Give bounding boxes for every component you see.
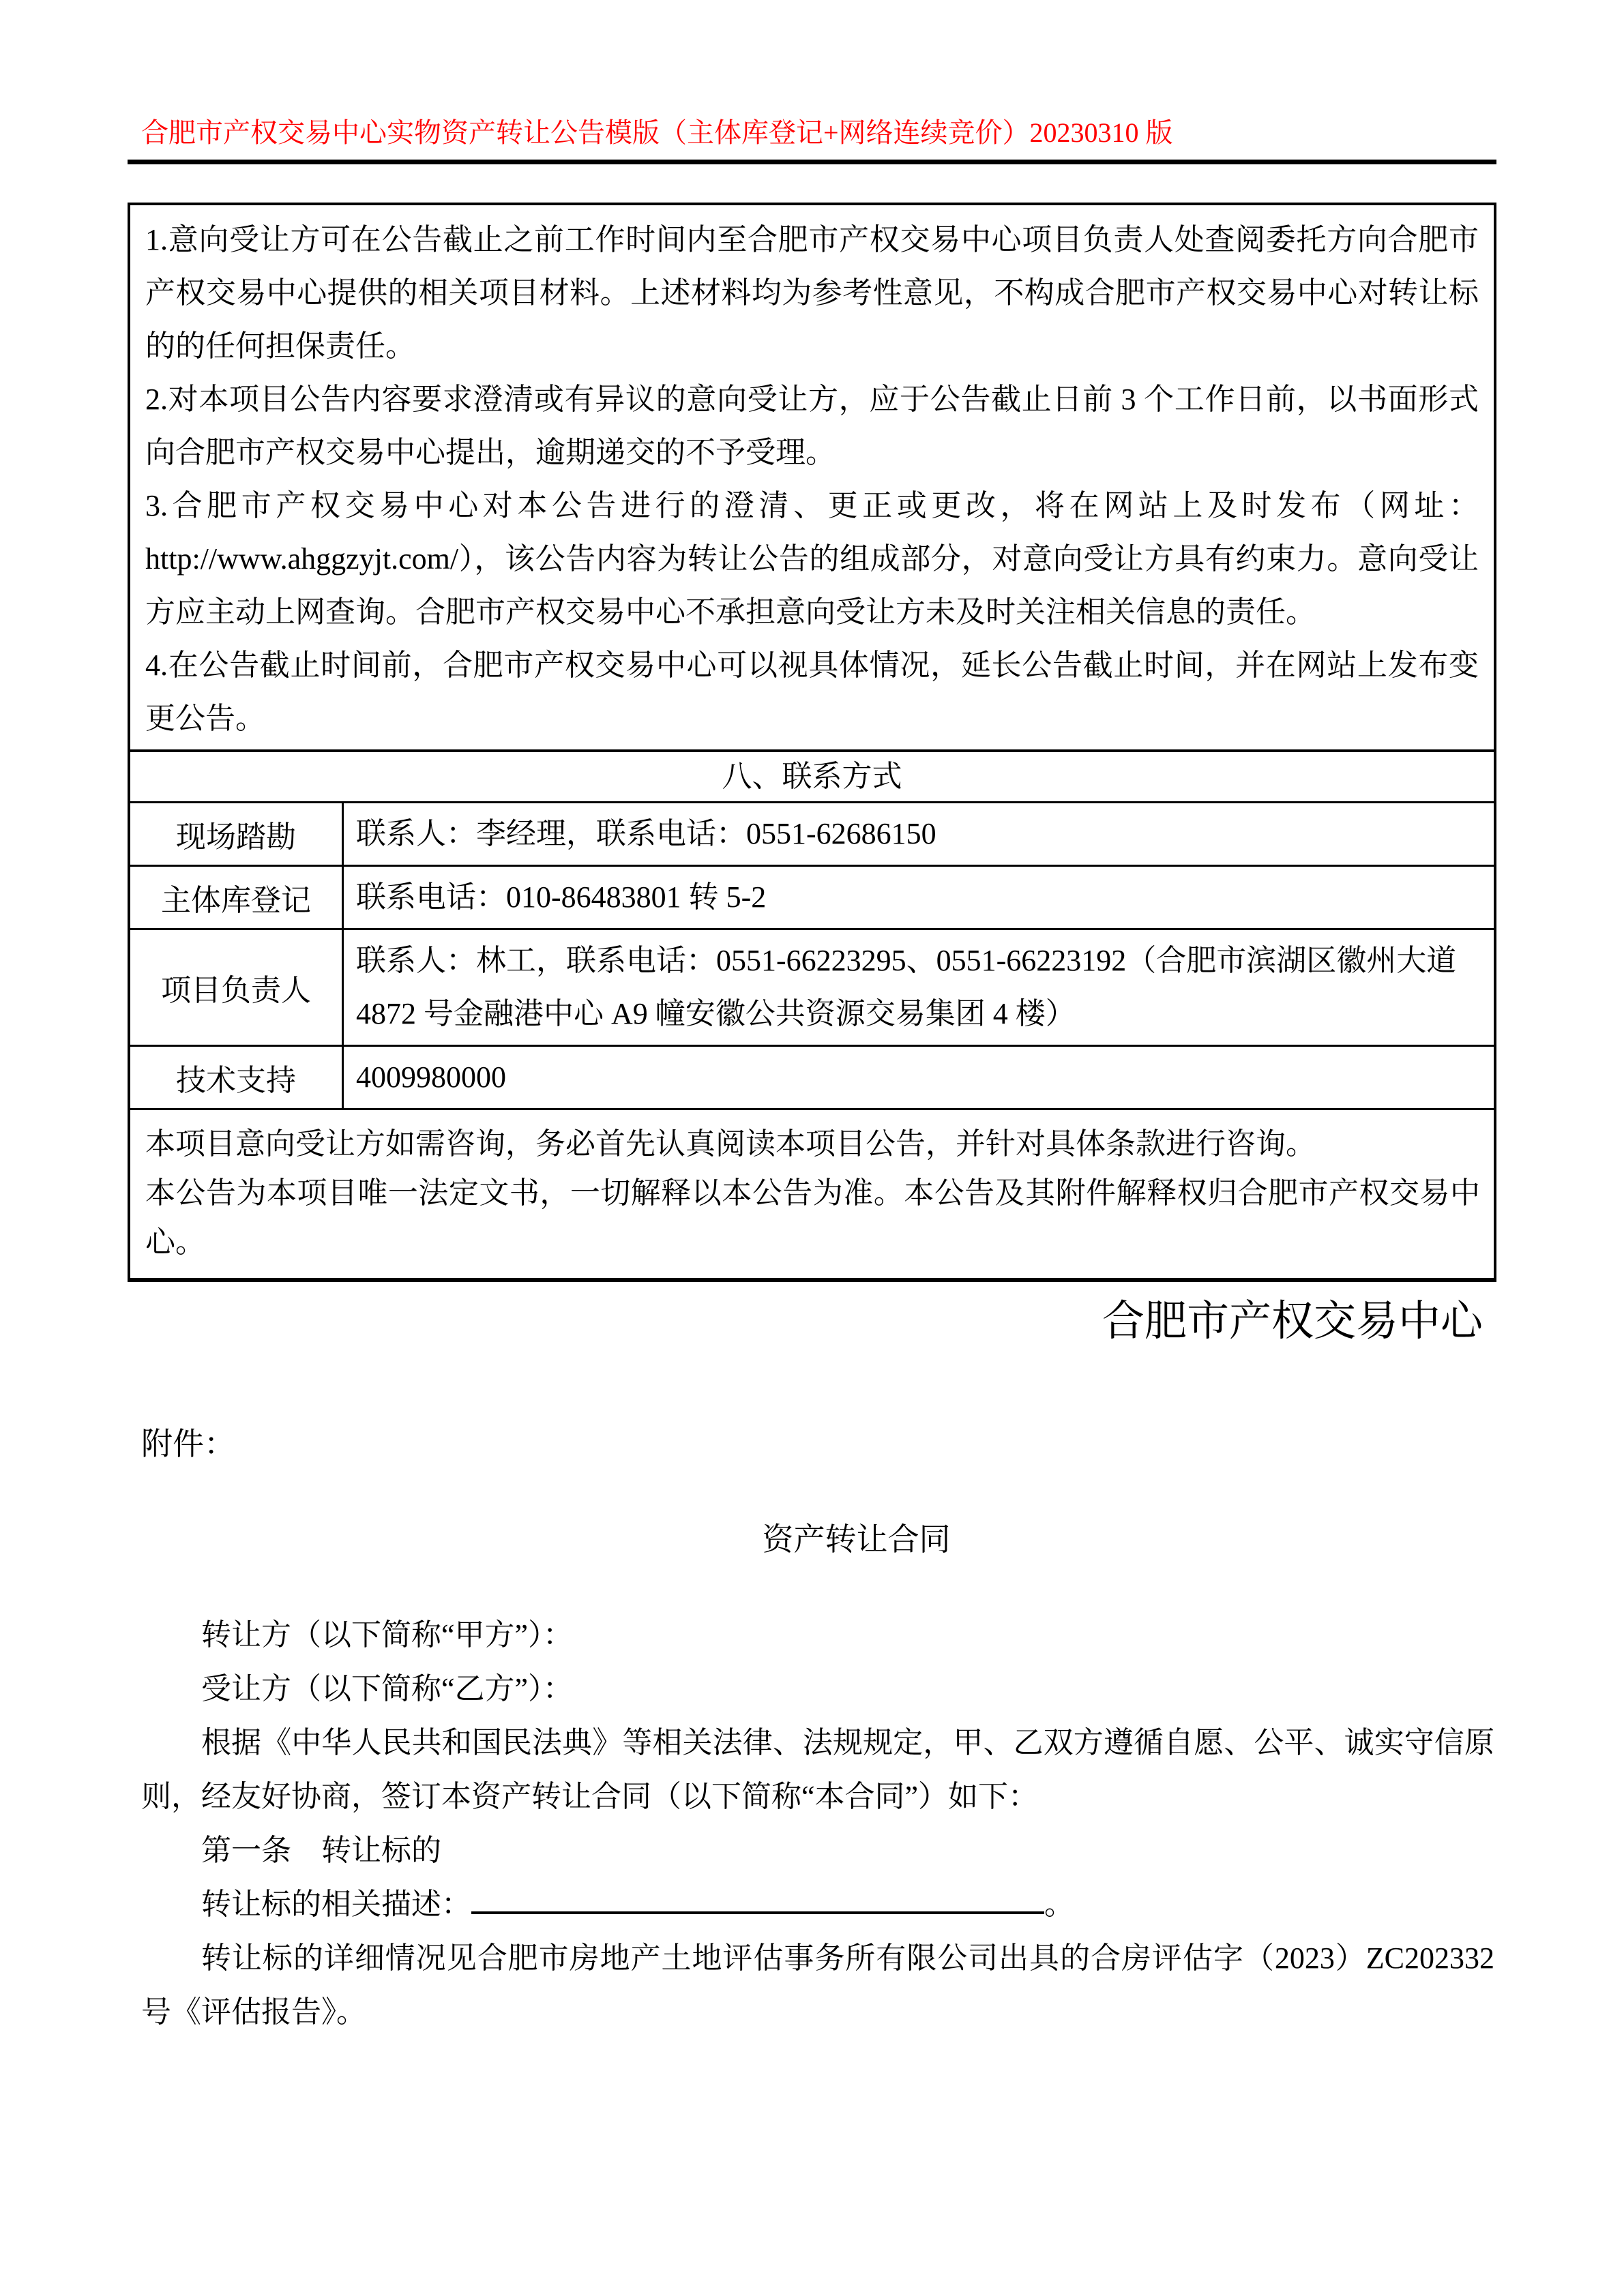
- contact-row-value: [342, 930, 1494, 1045]
- contact-row-site-visit: [130, 801, 1494, 865]
- contract-body: [141, 1608, 1494, 2039]
- contact-row-value: [342, 803, 1494, 865]
- contract-subject-detail: 转让标的详细情况见合肥市房地产土地评估事务所有限公司出具的合房评估字（2023）ZC202332 号《评估报告》。: [141, 1941, 1494, 2029]
- page-header-title: 合肥市产权交易中心实物资产转让公告模版（主体库登记+网络连续竞价）20230310 版: [141, 117, 1173, 148]
- contract-title: 资产转让合同: [762, 1522, 951, 1557]
- notice-paragraph-3: 3.合肥市产权交易中心对本公告进行的澄清、更正或更改，将在网站上及时发布（网址：http://www.ahggzyjt.com/），该公告内容为转让公告的组成部分，对意向受让方具有约束力。意向受让方应主动上网查询。合肥市产权交易中心不承担意向受让方未及时关注相关信息的责任。: [145, 489, 1479, 629]
- header-divider: [128, 160, 1496, 164]
- contact-row-label: 主体库登记: [161, 884, 311, 917]
- issuer-signature: 合肥市产权交易中心: [1102, 1298, 1483, 1345]
- contact-row-project-manager: [130, 928, 1494, 1045]
- blank-fill-line: [471, 1911, 1044, 1914]
- contact-row-label: 技术支持: [176, 1064, 296, 1097]
- contact-section-title: 八、联系方式: [130, 749, 1494, 801]
- contract-article1-heading: 第一条 转让标的: [201, 1834, 441, 1867]
- notes-line-2: 本公告为本项目唯一法定文书，一切解释以本公告为准。本公告及其附件解释权归合肥市产权交易中心。: [145, 1176, 1480, 1259]
- contact-row-tech-support: [130, 1045, 1494, 1108]
- contact-row-value: [342, 867, 1494, 928]
- contact-row-label: 项目负责人: [161, 974, 311, 1007]
- notice-table: [128, 203, 1496, 1282]
- contact-row-registry: [130, 865, 1494, 928]
- subject-description-suffix: 。: [1044, 1888, 1074, 1921]
- notes-line-1: 本项目意向受让方如需咨询，务必首先认真阅读本项目公告，并针对具体条款进行咨询。: [145, 1127, 1316, 1161]
- contract-party-a: 转让方（以下简称“甲方”）：: [201, 1618, 574, 1652]
- subject-description-prefix: 转让标的相关描述：: [201, 1888, 471, 1921]
- contact-row-value-text: 联系人：林工，联系电话：0551-66223295、0551-66223192（合肥市滨湖区徽州大道 4872 号金融港中心 A9 幢安徽公共资源交易集团 4 楼）: [356, 944, 1457, 1030]
- notice-paragraph-2: 2.对本项目公告内容要求澄清或有异议的意向受让方，应于公告截止日前 3 个工作日前，以书面形式向合肥市产权交易中心提出，逾期递交的不予受理。: [145, 383, 1479, 469]
- contact-row-value-text: 4009980000: [356, 1060, 506, 1094]
- contact-row-label: 现场踏勘: [176, 820, 296, 854]
- contract-party-b: 受让方（以下简称“乙方”）：: [201, 1672, 574, 1705]
- contact-row-value-text: 联系电话：010-86483801 转 5-2: [356, 880, 767, 914]
- contact-row-value-text: 联系人：李经理，联系电话：0551-62686150: [356, 817, 936, 850]
- notice-paragraph-1: 1.意向受让方可在公告截止之前工作时间内至合肥市产权交易中心项目负责人处查阅委托方向合肥市产权交易中心提供的相关项目材料。上述材料均为参考性意见，不构成合肥市产权交易中心对转让标的的任何担保责任。: [145, 223, 1479, 363]
- contact-row-value: [342, 1047, 1494, 1108]
- notice-paragraph-4: 4.在公告截止时间前，合肥市产权交易中心可以视具体情况，延长公告截止时间，并在网站上发布变更公告。: [145, 648, 1479, 735]
- contract-subject-description-line: [141, 1877, 1494, 1931]
- notice-notes-cell: [130, 1108, 1494, 1278]
- attachment-label: 附件：: [141, 1427, 235, 1461]
- contract-basis: 根据《中华人民共和国民法典》等相关法律、法规规定，甲、乙双方遵循自愿、公平、诚实守信原则，经友好协商，签订本资产转让合同（以下简称“本合同”）如下：: [141, 1726, 1494, 1813]
- notice-terms-cell: [130, 205, 1494, 749]
